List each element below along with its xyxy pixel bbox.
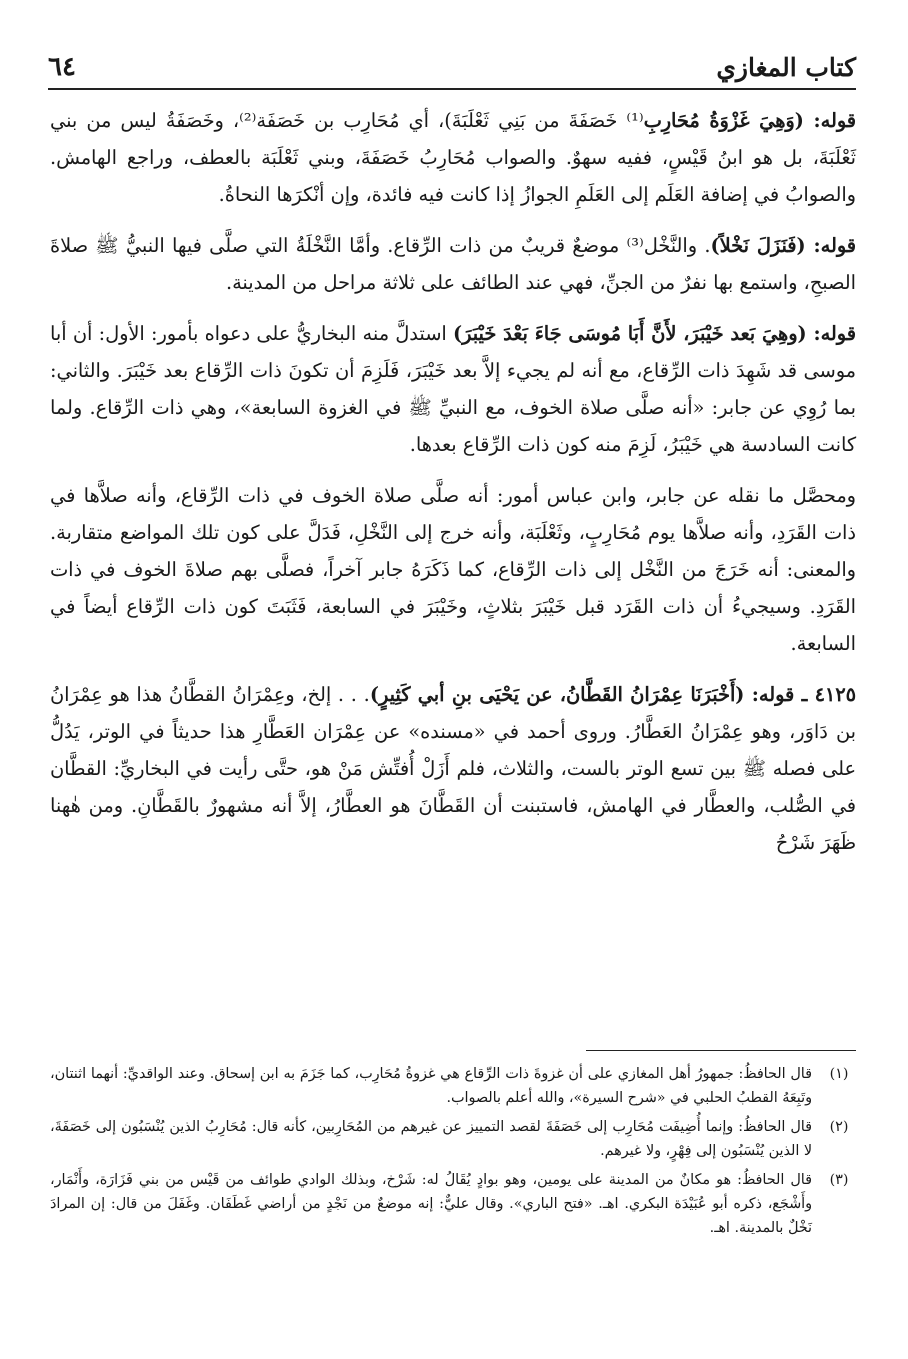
paragraph (50, 227, 856, 301)
footnote-divider (586, 1050, 856, 1051)
commentary-text: استدلَّ منه البخاريُّ على دعواه بأمور: الأول: أن أبا موسى قد شَهِدَ ذات الرِّقاع، مع أنه لم يجيء إلاَّ بعد خَيْبَرَ، فَلَزِمَ أن تكونَ ذات الرِّقاع بعد خَيْبَرَ. والثاني: بما رُوِي عن جابر: «أنه صلَّى صلاة الخوف، مع النبيِّ ﷺ في الغزوة السابعة»، وهي ذات الرِّقاع. ولما كانت السادسة هي خَيْبَرُ، لَزِمَ منه كون ذات الرِّقاع بعدها. (50, 322, 856, 456)
footnote-text: قال الحافظُ: جمهورُ أهل المغازي على أن غزوةَ ذات الرِّقاع هي غزوةُ مُحَارِب، كما جَزَمَ به ابن إسحاق. وعند الواقديِّ: أنهما اثنتان، وتَبِعَهُ القطبُ الحلبي في «شرح السيرة»، والله أعلم بالصواب. (50, 1066, 812, 1106)
paragraph (50, 676, 856, 861)
footnote-number: (١) (829, 1066, 849, 1082)
footnote-text: قال الحافظُ: وإنما أُضِيفَت مُحَارِب إلى خَصَفَةَ لقصد التمييز عن غيرهم من المُحَارِبين، كأنه قال: مُحَارِبُ الذين يُنْسَبُون إلى خَصَفَةَ، لا الذين يُنْسَبُون إلى فِهْرٍ، ولا غيرهم. (50, 1119, 812, 1159)
commentary-text: ومحصَّل ما نقله عن جابر، وابن عباس أمور: أنه صلَّى صلاة الخوف في ذات الرِّقاع، وأنه صلاَّها في ذات القَرَدِ، وأنه صلاَّها يوم مُحَارِبٍ، وثَعْلَبَة، وأنه خرج إلى النَّخْلِ، فَدَلَّ على كون تلك المواضع متقاربة. والمعنى: أنه خَرَجَ من النَّخْل إلى ذات الرِّقاع، كما ذَكَرَهُ جابر آخراً، فصلَّى بهم صلاةَ الخوف في ذات القَرَدِ. وسيجيءُ أن ذات القَرَد قبل خَيْبَرَ بثلاثٍ، وخَيْبَرَ في السابعة، فَثَبَتَ كون ذات الرِّقاع أيضاً في السابعة. (50, 484, 856, 655)
quoted-lemma: قوله: (وَهِيَ غَزْوَةُ مُحَارِبِ (643, 109, 856, 132)
page-number: ٦٤ (48, 52, 76, 82)
footnote (50, 1168, 856, 1240)
footnote (50, 1115, 856, 1163)
paragraph (50, 315, 856, 463)
footnote-number: (٢) (829, 1119, 849, 1135)
paragraph (50, 477, 856, 662)
page-header (48, 40, 856, 90)
commentary-text: ⁽¹⁾ خَصَفَةَ من بَنِي ثَعْلَبَةَ)، أي مُحَارِب بن خَصَفَة⁽²⁾، وخَصَفَةُ ليس من بني ثَعْلَبَةَ، بل هو ابنُ قَيْسٍ، ففيه سهوٌ. والصواب مُحَارِبُ خَصَفَةَ، وبني ثَعْلَبَة بالعطف، وراجع الهامش. والصوابُ في إضافة العَلَم إلى العَلَمِ الجوازُ إذا كانت فيه فائدة، وإن أنْكرَها النحاةُ. (50, 109, 856, 206)
quoted-lemma: ٤١٢٥ ـ قوله: (أَخْبَرَنَا عِمْرَانُ القَطَّانُ، عن يَحْيَى بنِ أبي كَثِيرٍ) (369, 683, 857, 706)
commentary-text: . والنَّخْل⁽³⁾ موضعٌ قريبٌ من ذات الرِّقاع. وأمَّا النَّخْلَةُ التي صلَّى فيها النبيُّ ﷺ صلاةَ الصبحِ، واستمع بها نفرٌ من الجنِّ، فهي عند الطائف على ثلاثة مراحل من المدينة. (50, 234, 856, 294)
footnote-text: قال الحافظُ: هو مكانٌ من المدينة على يومين، وهو بوادٍ يُقَالُ له: شَرْخ، وبذلك الوادي طوائف من قَيْس من بني فَزَارَة، وأَنْمَار، وأَشْجَع، ذكره أبو عُبَيْدَة البكري. اهـ. «فتح الباري». وقال عليٌّ: إنه موضعٌ من نَجْدٍ من أراضي غَطَفَان. وغَفَلَ من قال: إن المرادَ نَخْلٌ بالمدينة. اهـ. (50, 1172, 812, 1236)
main-text (50, 102, 856, 875)
footnote-number: (٣) (829, 1172, 849, 1188)
footnotes (50, 1062, 856, 1245)
running-title: كتاب المغازي (716, 53, 856, 82)
footnote (50, 1062, 856, 1110)
paragraph (50, 102, 856, 213)
quoted-lemma: قوله: (وهِيَ بَعد خَيْبَرَ، لأَنَّ أَبَا مُوسَى جَاءَ بَعْدَ خَيْبَرَ) (452, 322, 856, 345)
quoted-lemma: قوله: (فَنَزَلَ نَخْلاً) (710, 234, 856, 257)
commentary-text: . . . إلخ، وعِمْرَانُ القطَّانُ هذا هو عِمْرَانُ بن دَاوَر، وهو عِمْرَانُ العَطَّارُ. وروى أحمد في «مسنده» عن عِمْرَان العَطَّارِ هذا حديثاً في الوتر، يَدُلُّ على فصله ﷺ بين تسع الوتر بالست، والثلاث، فلم أَزَلْ أُفتِّش مَنْ هو، حتَّى رأيت في البخاريِّ: القطَّان في الصُّلب، والعطَّار في الهامش، فاستبنت أن القَطَّانَ هو العطَّارُ، إلاَّ أنه مشهورٌ بالقَطَّانِ. ومن هٰهنا ظَهَرَ شَرْحُ (50, 683, 856, 854)
